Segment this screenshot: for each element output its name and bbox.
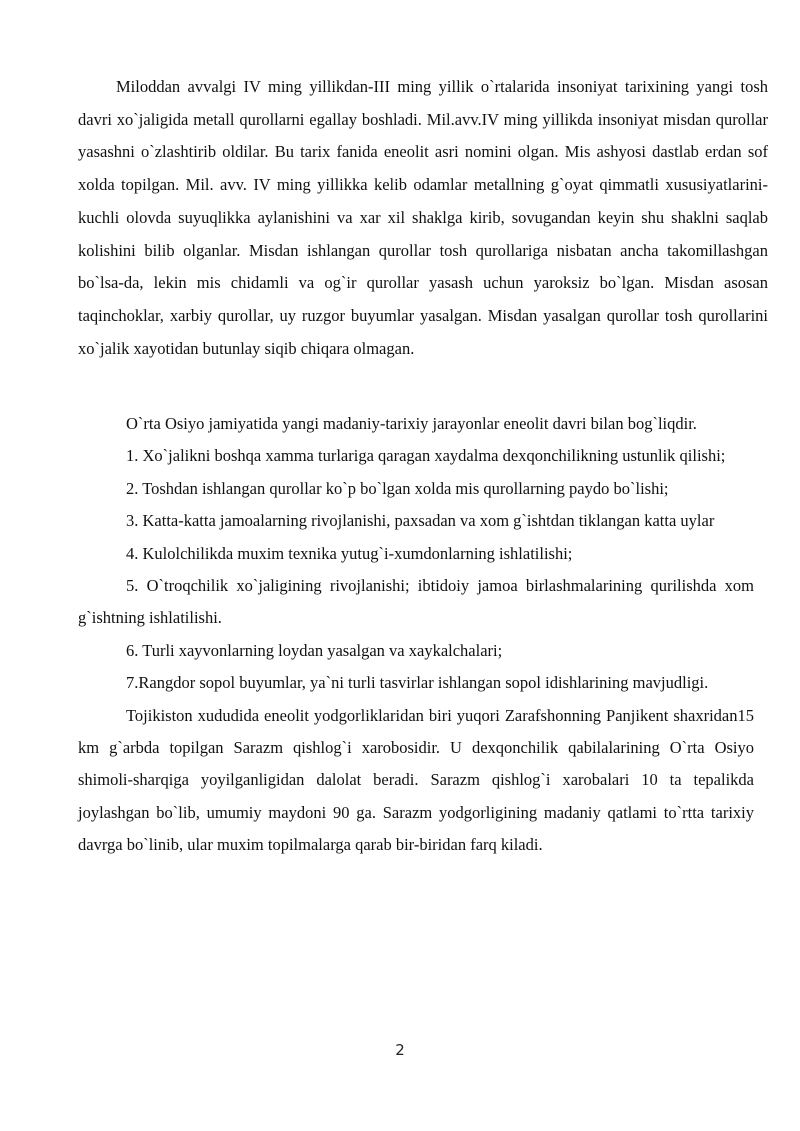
list-item-3: 3. Katta-katta jamoalarning rivojlanishi, paxsadan va xom g`ishtdan tiklangan katta uylar bbox=[126, 511, 715, 531]
page-number: 2 bbox=[395, 1041, 405, 1059]
list-item-4: 4. Kulolchilikda muxim texnika yutug`i-xumdonlarning ishlatilishi; bbox=[126, 543, 573, 563]
paragraph-eneolithic-intro bbox=[78, 71, 768, 365]
paragraph-sarazm: Tojikiston xududida eneolit yodgorliklaridan biri yuqori Zarafshonning Panjikent shaxridan15 km g`arbda topilgan Sarazm qishlog`i xarobosidir. U dexqonchilik qabilalarining O`rta Osiyo shimoli-sharqiga yoyilganligidan dalolat beradi. Sarazm qishlog`i xarobalari 10 ta tepalikda joylashgan bo`lib, umumiy maydoni 90 ga. Sarazm yodgorligining madaniy qatlami to`rtta tarixiy davrga bo`linib, ular muxim topilmalarga qarab bir-biridan farq kiladi. bbox=[78, 705, 754, 855]
list-item-5: 5. O`troqchilik xo`jaligining rivojlanishi; ibtidoiy jamoa birlashmalarining qurilishda xom g`ishtning ishlatilishi. bbox=[78, 576, 754, 628]
list-item-1: 1. Xo`jalikni boshqa xamma turlariga qaragan xaydalma dexqonchilikning ustunlik qilishi; bbox=[126, 446, 726, 466]
paragraph-central-asia-intro: O`rta Osiyo jamiyatida yangi madaniy-tarixiy jarayonlar eneolit davri bilan bog`liqdir. bbox=[126, 414, 697, 433]
paragraph-indent bbox=[78, 77, 116, 96]
list-item-2: 2. Toshdan ishlangan qurollar ko`p bo`lgan xolda mis qurollarning paydo bo`lishi; bbox=[126, 478, 669, 498]
central-asia-section bbox=[78, 408, 754, 862]
list-item-6: 6. Turli xayvonlarning loydan yasalgan va xaykalchalari; bbox=[126, 640, 503, 660]
list-item-7: 7.Rangdor sopol buyumlar, ya`ni turli tasvirlar ishlangan sopol idishlarining mavjudligi. bbox=[126, 673, 709, 693]
paragraph-eneolithic-intro-text: Miloddan avvalgi IV ming yillikdan-III ming yillik o`rtalarida insoniyat tarixining yangi tosh davri xo`jaligida metall qurollarni egallay boshladi. Mil.avv.IV ming yillikda insoniyat misdan qurollar yasashni o`zlashtirib oldilar. Bu tarix fanida eneolit asri nomini olgan. Mis ashyosi dastlab erdan sof xolda topilgan. Mil. avv. IV ming yillikka kelib odamlar metallning g`oyat qimmatli xususiyatlarini-kuchli olovda suyuqlikka aylanishini va xar xil shaklga kirib, sovugandan keyin shu shaklni saqlab kolishini bilib olganlar. Misdan ishlangan qurollar tosh qurollariga nisbatan ancha takomillashgan bo`lsa-da, lekin mis chidamli va og`ir qurollar yasash uchun yaroksiz bo`lgan. Misdan asosan taqinchoklar, xarbiy qurollar, uy ruzgor buyumlar yasalgan. Misdan yasalgan qurollar tosh qurollarini xo`jalik xayotidan butunlay siqib chiqara olmagan. bbox=[78, 77, 768, 358]
